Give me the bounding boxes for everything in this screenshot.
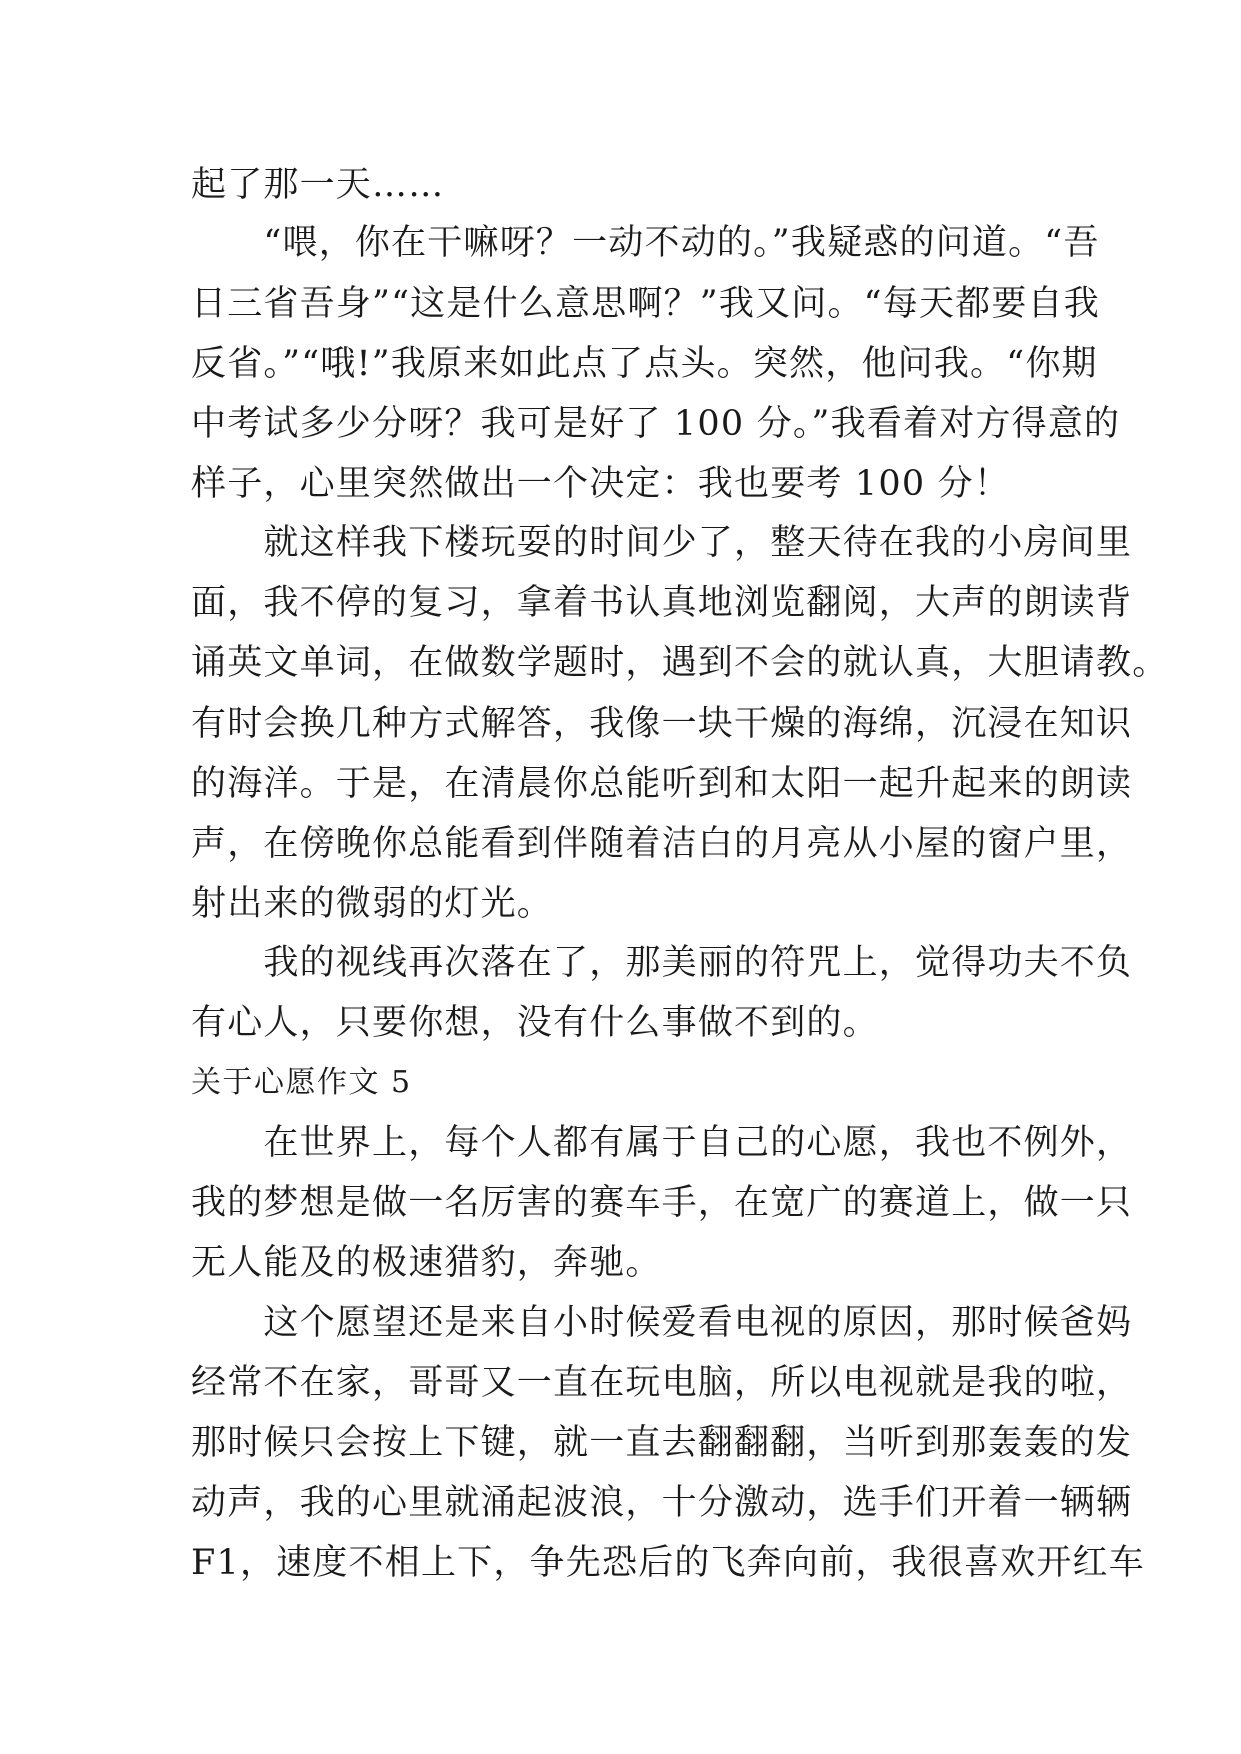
text-line: 这个愿望还是来自小时候爱看电视的原因，那时候爸妈: [191, 1303, 1133, 1343]
text-line: 日三省吾身”“这是什么意思啊？”我又问。“每天都要自我: [191, 284, 1100, 324]
text-line: 那时候只会按上下键，就一直去翻翻翻，当听到那轰轰的发: [191, 1423, 1133, 1463]
text-line: 声，在傍晚你总能看到伴随着洁白的月亮从小屋的窗户里，: [191, 824, 1133, 864]
text-line: 有心人，只要你想，没有什么事做不到的。: [191, 1003, 879, 1043]
text-line: 诵英文单词，在做数学题时，遇到不会的就认真，大胆请教。: [191, 643, 1169, 683]
text-line: 面，我不停的复习，拿着书认真地浏览翻阅，大声的朗读背: [191, 583, 1133, 623]
text-line: 就这样我下楼玩耍的时间少了，整天待在我的小房间里: [191, 523, 1133, 563]
text-line: 我的梦想是做一名厉害的赛车手，在宽广的赛道上，做一只: [191, 1183, 1133, 1223]
text-line: 我的视线再次落在了，那美丽的符咒上，觉得功夫不负: [191, 943, 1133, 983]
text-line: 动声，我的心里就涌起波浪，十分激动，选手们开着一辆辆: [191, 1483, 1133, 1523]
text-line: 有时会换几种方式解答，我像一块干燥的海绵，沉浸在知识: [191, 704, 1133, 744]
text-line: 起了那一天……: [191, 165, 445, 205]
text-line: 射出来的微弱的灯光。: [191, 884, 554, 924]
text-line: 在世界上，每个人都有属于自己的心愿，我也不例外，: [191, 1123, 1133, 1163]
section-heading: 关于心愿作文 5: [191, 1065, 412, 1100]
text-line: “喂，你在干嘛呀？一动不动的。”我疑惑的问道。“吾: [191, 223, 1100, 263]
text-line: 无人能及的极速猎豹，奔驰。: [191, 1243, 662, 1283]
text-line: 的海洋。于是，在清晨你总能听到和太阳一起升起来的朗读: [191, 764, 1133, 804]
text-line: 样子，心里突然做出一个决定：我也要考 100 分！: [191, 464, 1011, 504]
text-line: F1，速度不相上下，争先恐后的飞奔向前，我很喜欢开红车: [191, 1543, 1145, 1583]
text-line: 中考试多少分呀？我可是好了 100 分。”我看着对方得意的: [191, 404, 1121, 444]
text-line: 经常不在家，哥哥又一直在玩电脑，所以电视就是我的啦，: [191, 1363, 1133, 1403]
text-line: 反省。”“哦!”我原来如此点了点头。突然，他问我。“你期: [191, 344, 1098, 384]
